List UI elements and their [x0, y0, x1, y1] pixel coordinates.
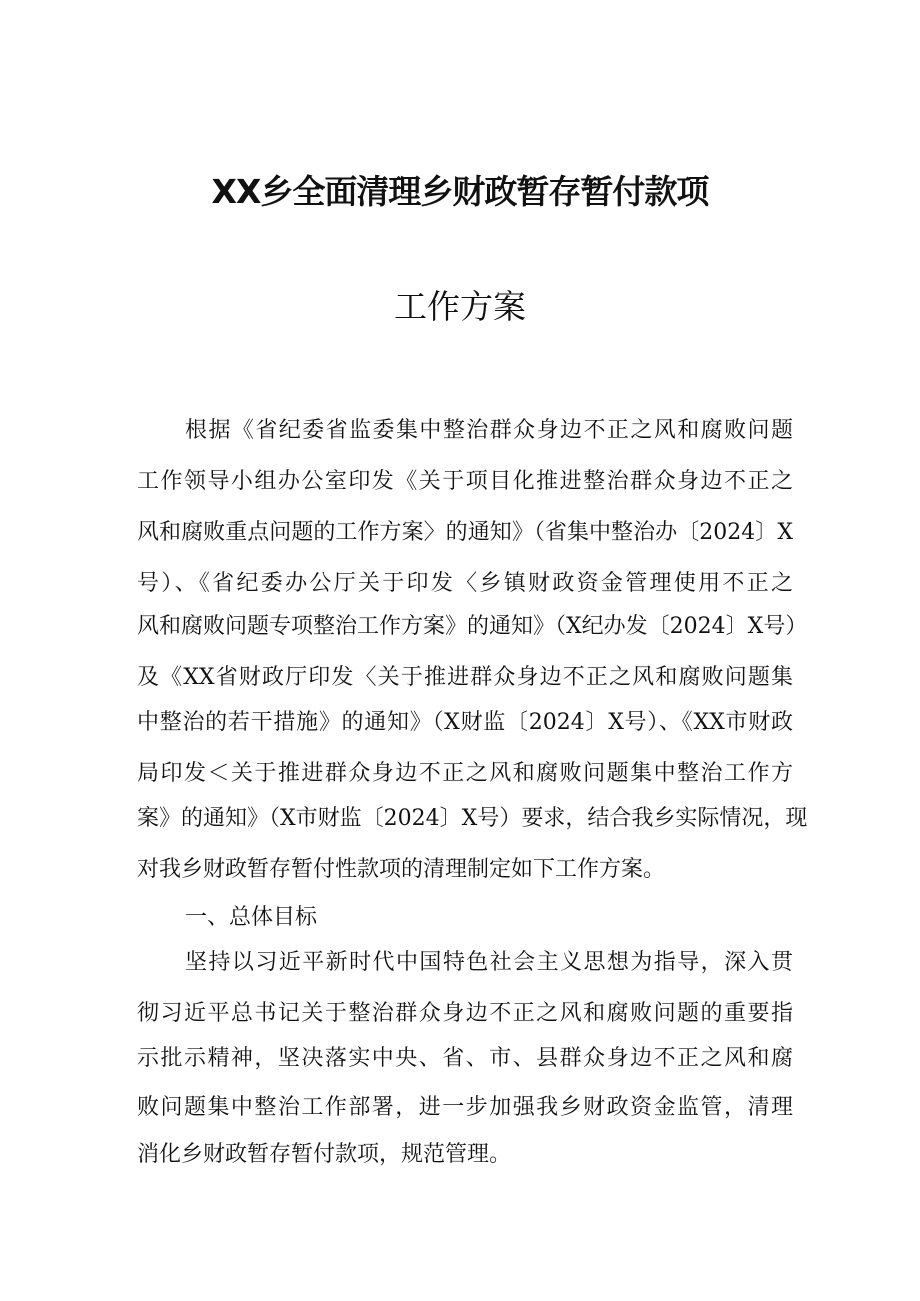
paragraph-1-line: 对我乡财政暂存暂付性款项的清理制定如下工作方案。 — [137, 857, 666, 882]
paragraph-1-line: 根据《省纪委省监委集中整治群众身边不正之风和腐败问题 — [185, 418, 793, 443]
paragraph-2-line: 示批示精神，坚决落实中央、省、市、县群众身边不正之风和腐 — [137, 1046, 793, 1071]
document-title-line-2: 工作方案 — [394, 287, 526, 326]
document-title-line-1: XX乡全面清理乡财政暂存暂付款项 — [211, 172, 709, 211]
paragraph-1-line: 风和腐败重点问题的工作方案〉的通知》（省集中整治办〔2024〕X — [137, 520, 793, 545]
paragraph-1-line: 案》的通知》（X市财监〔2024〕X号）要求，结合我乡实际情况，现 — [137, 806, 808, 831]
document-body — [137, 0, 808, 1301]
section-heading: 一、总体目标 — [185, 905, 318, 930]
paragraph-1-line: 风和腐败问题专项整治工作方案》的通知》（X纪办发〔2024〕X号） — [137, 614, 808, 639]
paragraph-1-line: 工作领导小组办公室印发《关于项目化推进整治群众身边不正之 — [137, 469, 793, 494]
paragraph-1-line: 局印发＜关于推进群众身边不正之风和腐败问题集中整治工作方 — [137, 761, 793, 786]
paragraph-2-line: 彻习近平总书记关于整治群众身边不正之风和腐败问题的重要指 — [137, 1001, 793, 1026]
paragraph-1-line: 中整治的若干措施》的通知》（X财监〔2024〕X号）、《XX市财政 — [137, 710, 793, 735]
paragraph-2-line: 坚持以习近平新时代中国特色社会主义思想为指导，深入贯 — [185, 950, 793, 975]
paragraph-1-line: 及《XX省财政厅印发〈关于推进群众身边不正之风和腐败问题集 — [137, 665, 793, 690]
paragraph-2-line: 消化乡财政暂存暂付款项，规范管理。 — [137, 1142, 512, 1167]
paragraph-2-line: 败问题集中整治工作部署，进一步加强我乡财政资金监管，清理 — [137, 1095, 793, 1120]
paragraph-1-line: 号）、《省纪委办公厅关于印发〈乡镇财政资金管理使用不正之 — [137, 571, 793, 596]
